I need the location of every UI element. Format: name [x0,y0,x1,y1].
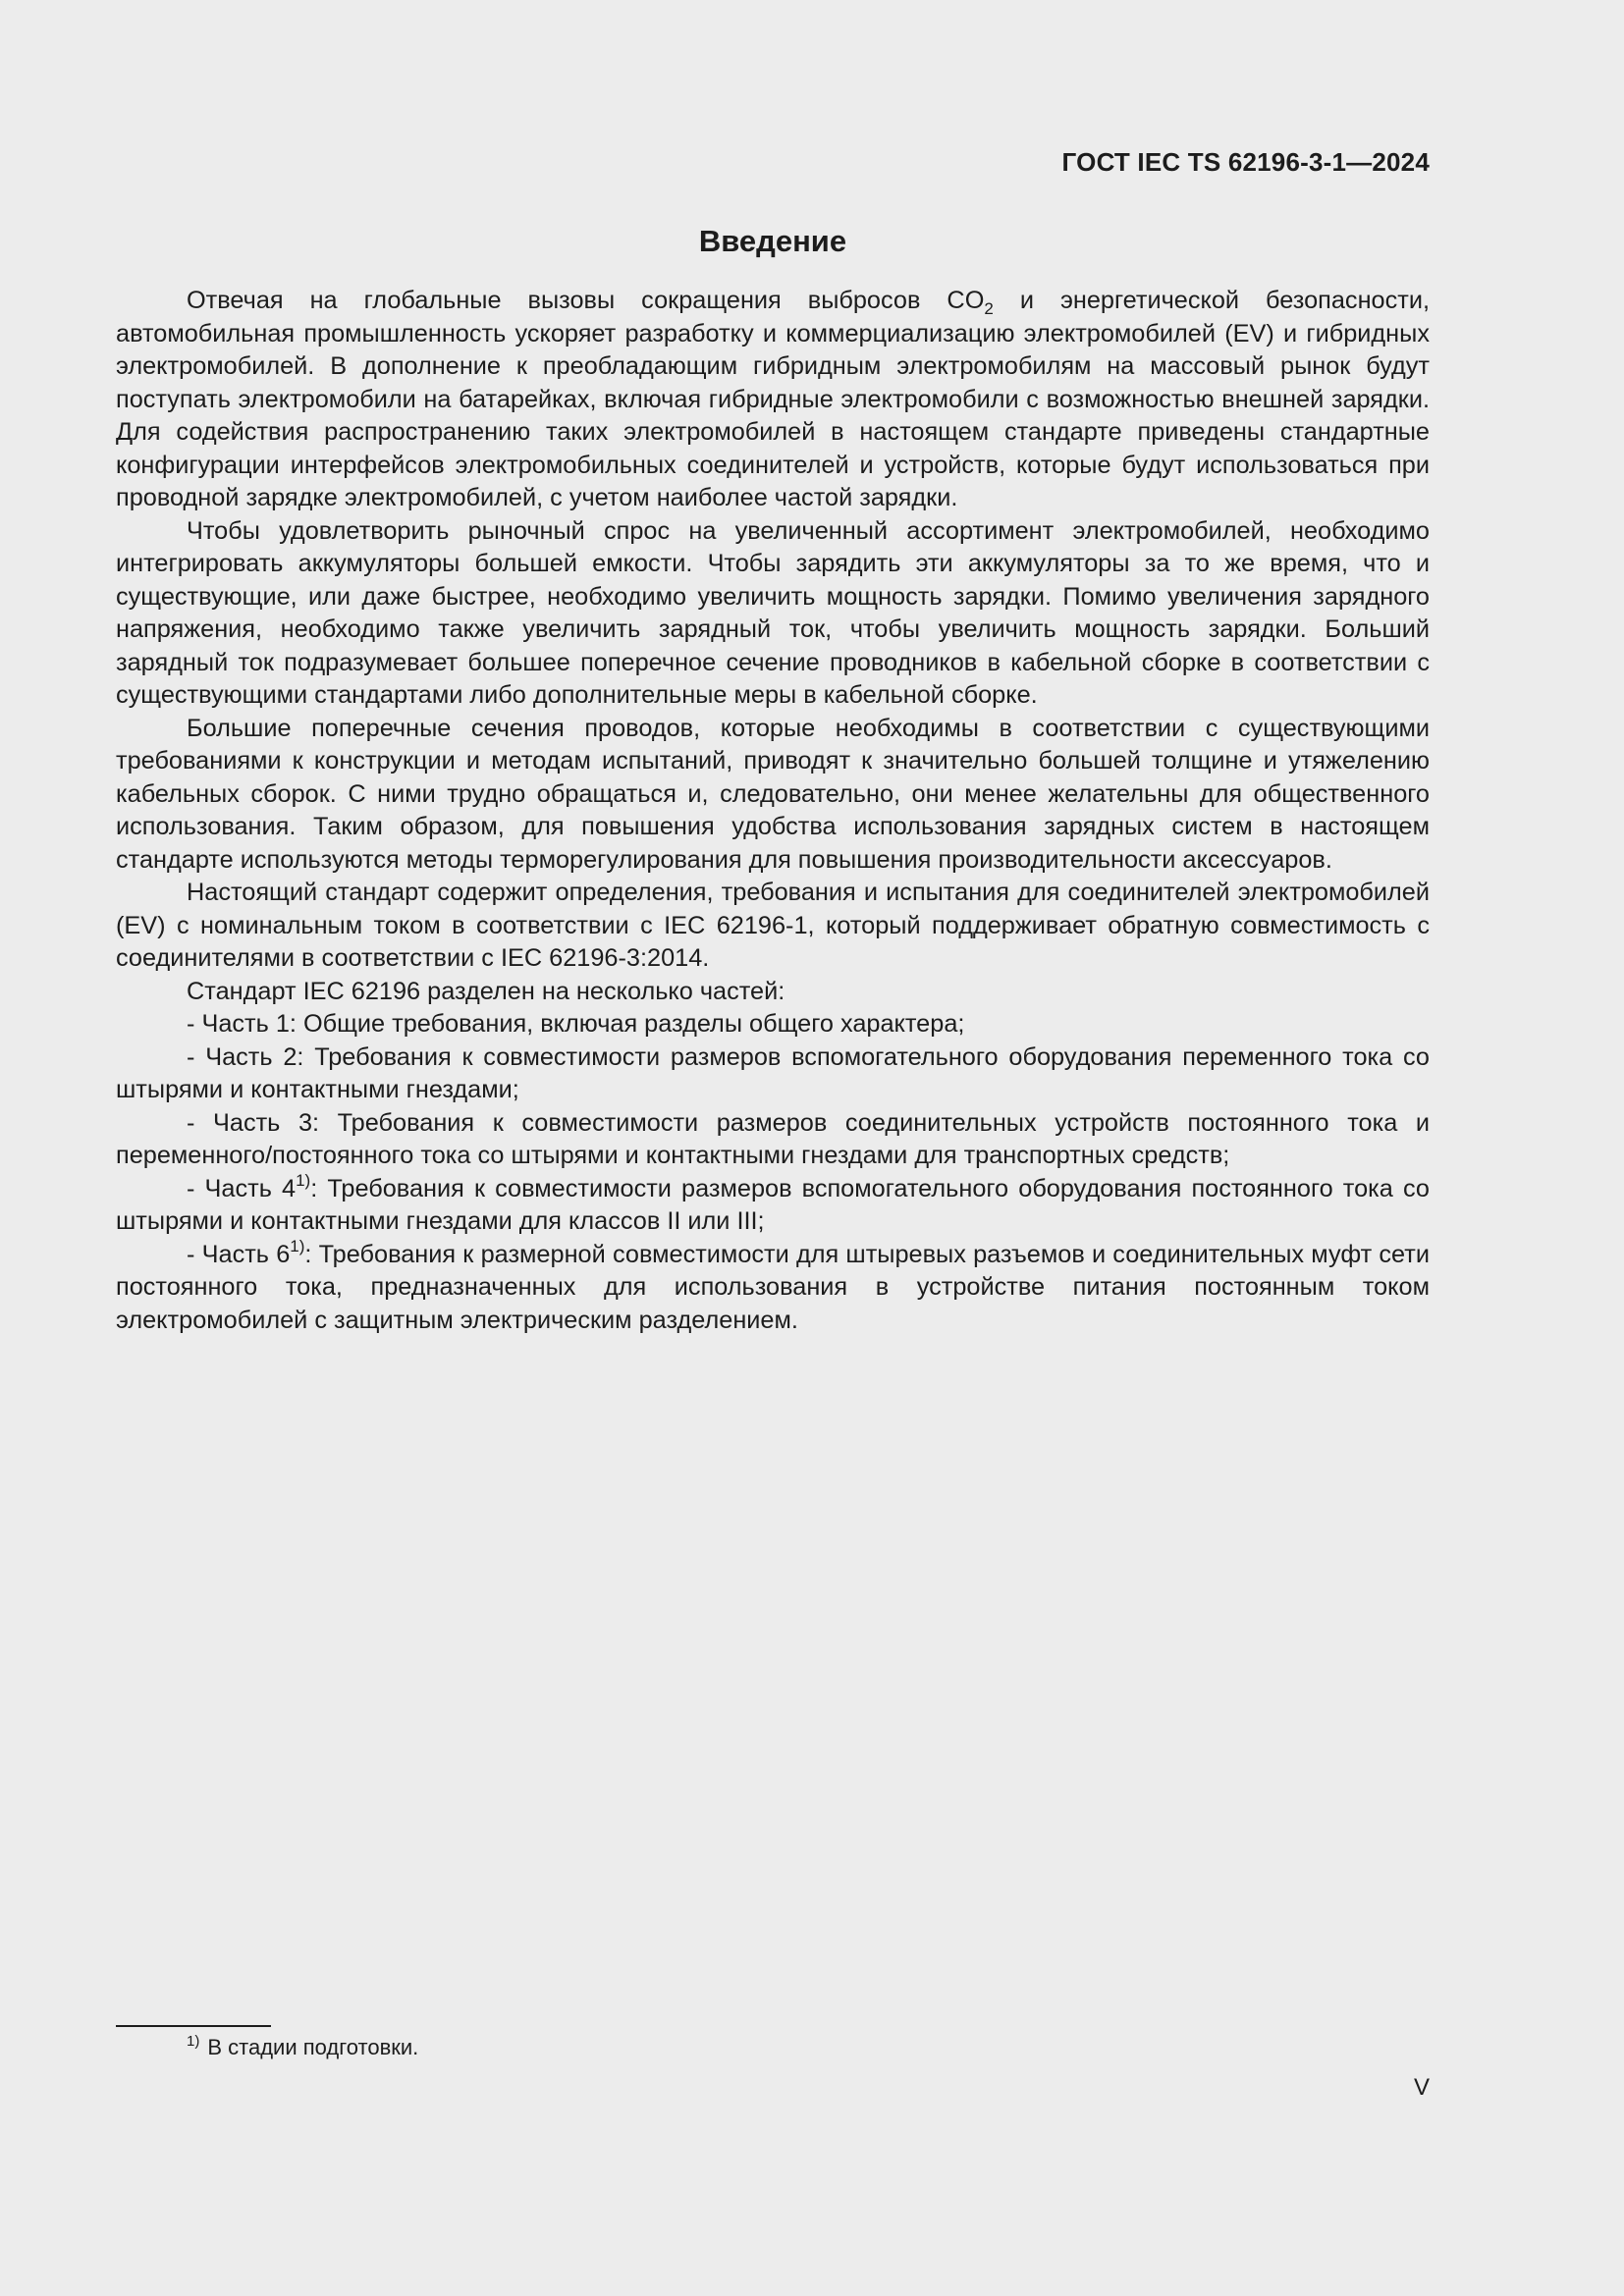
footnote-divider [116,2025,271,2027]
list-item-part-1: - Часть 1: Общие требования, включая разделы общего характера; [187,1010,965,1038]
paragraph-1-start: Отвечая на глобальные вызовы сокращения выбросов CO [187,287,985,314]
paragraph-4: Настоящий стандарт содержит определения, требования и испытания для соединителей электромобилей (EV) с номинальным током в соответствии с IEC 62196-1, который поддерживает обратную совместимость с соединителями в соответствии с IEC 62196-3:2014. [116,879,1430,972]
co2-subscript: 2 [984,299,994,318]
part-6-prefix: - Часть 6 [187,1240,291,1268]
standard-code-header: ГОСТ IEC TS 62196-3-1—2024 [1061,147,1430,177]
page-number: V [1413,2074,1430,2101]
part-4-prefix: - Часть 4 [187,1174,297,1202]
part-4-text: : Требования к совместимости размеров вспомогательного оборудования постоянного тока со штырями и контактными гнездами для классов II или III; [116,1174,1430,1235]
paragraph-3: Большие поперечные сечения проводов, которые необходимы в соответствии с существующими требованиями к конструкции и методам испытаний, приводят к значительно большей толщине и утяжелению кабельных сборок. С ними трудно обращаться и, следовательно, они менее желательны для общественного использования. Таким образом, для повышения удобства использования зарядных систем в настоящем стандарте используются методы терморегулирования для повышения производительности аксессуаров. [116,714,1430,874]
paragraph-1 [116,285,1430,515]
paragraph-2: Чтобы удовлетворить рыночный спрос на увеличенный ассортимент электромобилей, необходимо интегрировать аккумуляторы большей емкости. Чтобы зарядить эти аккумуляторы за то же время, что и существующие, или даже быстрее, необходимо увеличить мощность зарядки. Помимо увеличения зарядного напряжения, необходимо также увеличить зарядный ток, чтобы увеличить мощность зарядки. Больший зарядный ток подразумевает большее поперечное сечение проводников в кабельной сборке в соответствии с существующими стандартами либо дополнительные меры в кабельной сборке. [116,516,1430,709]
footnote-reference: 1) [296,1170,311,1190]
footnote [187,2032,418,2063]
paragraph-5: Стандарт IEC 62196 разделен на несколько частей: [187,977,785,1005]
section-title: Введение [698,224,847,258]
footnote-marker: 1) [187,2033,200,2050]
list-item-part-3: - Часть 3: Требования к совместимости размеров соединительных устройств постоянного тока и переменного/постоянного тока со штырями и контактными гнездами для транспортных средств; [116,1108,1430,1169]
list-item-part-6 [116,1236,1430,1338]
list-item-part-2: - Часть 2: Требования к совместимости размеров вспомогательного оборудования переменного тока со штырями и контактными гнездами; [116,1042,1430,1103]
footnote-text: В стадии подготовки. [207,2035,419,2059]
paragraph-1-end: и энергетической безопасности, автомобильная промышленность ускоряет разработку и коммерциализацию электромобилей (EV) и гибридных электромобилей. В дополнение к преобладающим гибридным электромобилям на массовый рынок будут поступать электромобили на батарейках, включая гибридные электромобили с возможностью внешней зарядки. Для содействия распространению таких электромобилей в настоящем стандарте приведены стандартные конфигурации интерфейсов электромобильных соединителей и устройств, которые будут использоваться при проводной зарядке электромобилей, с учетом наиболее частой зарядки. [116,287,1431,511]
footnote-reference: 1) [290,1236,305,1255]
part-6-text: : Требования к размерной совместимости для штыревых разъемов и соединительных муфт сети постоянного тока, предназначенных для использования в устройстве питания постоянным током электромобилей с защитным электрическим разделением. [116,1240,1430,1334]
list-item-part-4 [116,1170,1430,1239]
introduction-body [116,285,1430,1337]
